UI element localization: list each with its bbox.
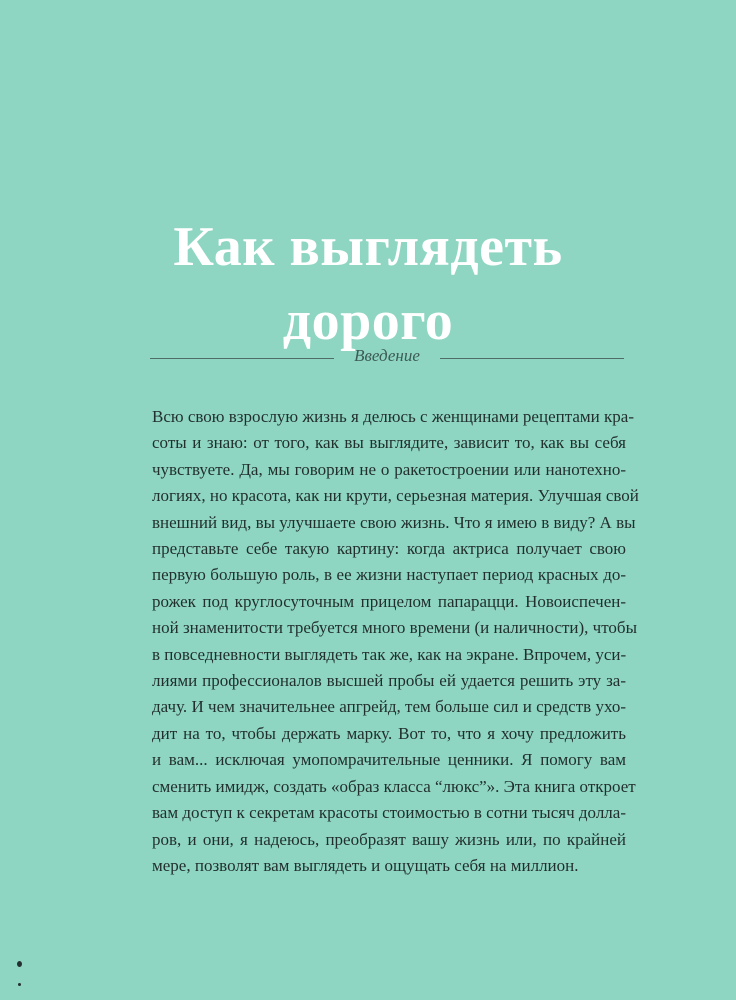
- body-line: соты и знаю: от того, как вы выглядите, зависит то, как вы себя: [152, 433, 626, 453]
- divider-line-left: [150, 358, 334, 359]
- divider-line-right: [440, 358, 624, 359]
- scan-speck: [17, 961, 22, 967]
- body-line: логиях, но красота, как ни крути, серьезная материя. Улучшая свой: [152, 486, 639, 506]
- body-line: ной знаменитости требуется много времени (и наличности), чтобы: [152, 618, 637, 638]
- body-line: Всю свою взрослую жизнь я делюсь с женщинами рецептами кра-: [152, 407, 634, 426]
- chapter-title-line-1: Как выглядеть: [173, 215, 563, 278]
- body-line: внешний вид, вы улучшаете свою жизнь. Что я имею в виду? А вы: [152, 512, 636, 532]
- body-line: сменить имидж, создать «образ класса “люкс”». Эта книга откроет: [152, 776, 636, 796]
- body-line: в повседневности выглядеть так же, как на экране. Впрочем, уси-: [152, 644, 627, 664]
- body-line: вам доступ к секретам красоты стоимостью в сотни тысяч долла-: [152, 803, 626, 823]
- body-line: дачу. И чем значительнее апгрейд, тем больше сил и средств ухо-: [152, 697, 626, 717]
- body-line: представьте себе такую картину: когда актриса получает свою: [152, 539, 626, 559]
- body-line: лиями профессионалов высшей пробы ей удается решить эту за-: [152, 671, 626, 691]
- body-line: дит на то, чтобы держать марку. Вот то, что я хочу предложить: [152, 723, 626, 743]
- body-line: мере, позволят вам выглядеть и ощущать себя на миллион.: [152, 855, 579, 875]
- section-divider: [150, 346, 624, 372]
- body-line: чувствуете. Да, мы говорим не о ракетостроении или нанотехно-: [152, 459, 626, 479]
- body-line: и вам... исключая умопомрачительные ценники. Я помогу вам: [152, 750, 626, 770]
- section-label: Введение: [354, 346, 420, 365]
- body-line: первую большую роль, в ее жизни наступает период красных до-: [152, 565, 626, 585]
- scan-speck: [18, 983, 21, 986]
- chapter-title: [0, 210, 736, 358]
- body-paragraph: [152, 404, 639, 879]
- body-line: рожек под круглосуточным прицелом папарацци. Новоиспечен-: [152, 591, 626, 611]
- chapter-title-line-2: дорого: [282, 289, 454, 352]
- body-line: ров, и они, я надеюсь, преобразят вашу жизнь или, по крайней: [152, 829, 626, 849]
